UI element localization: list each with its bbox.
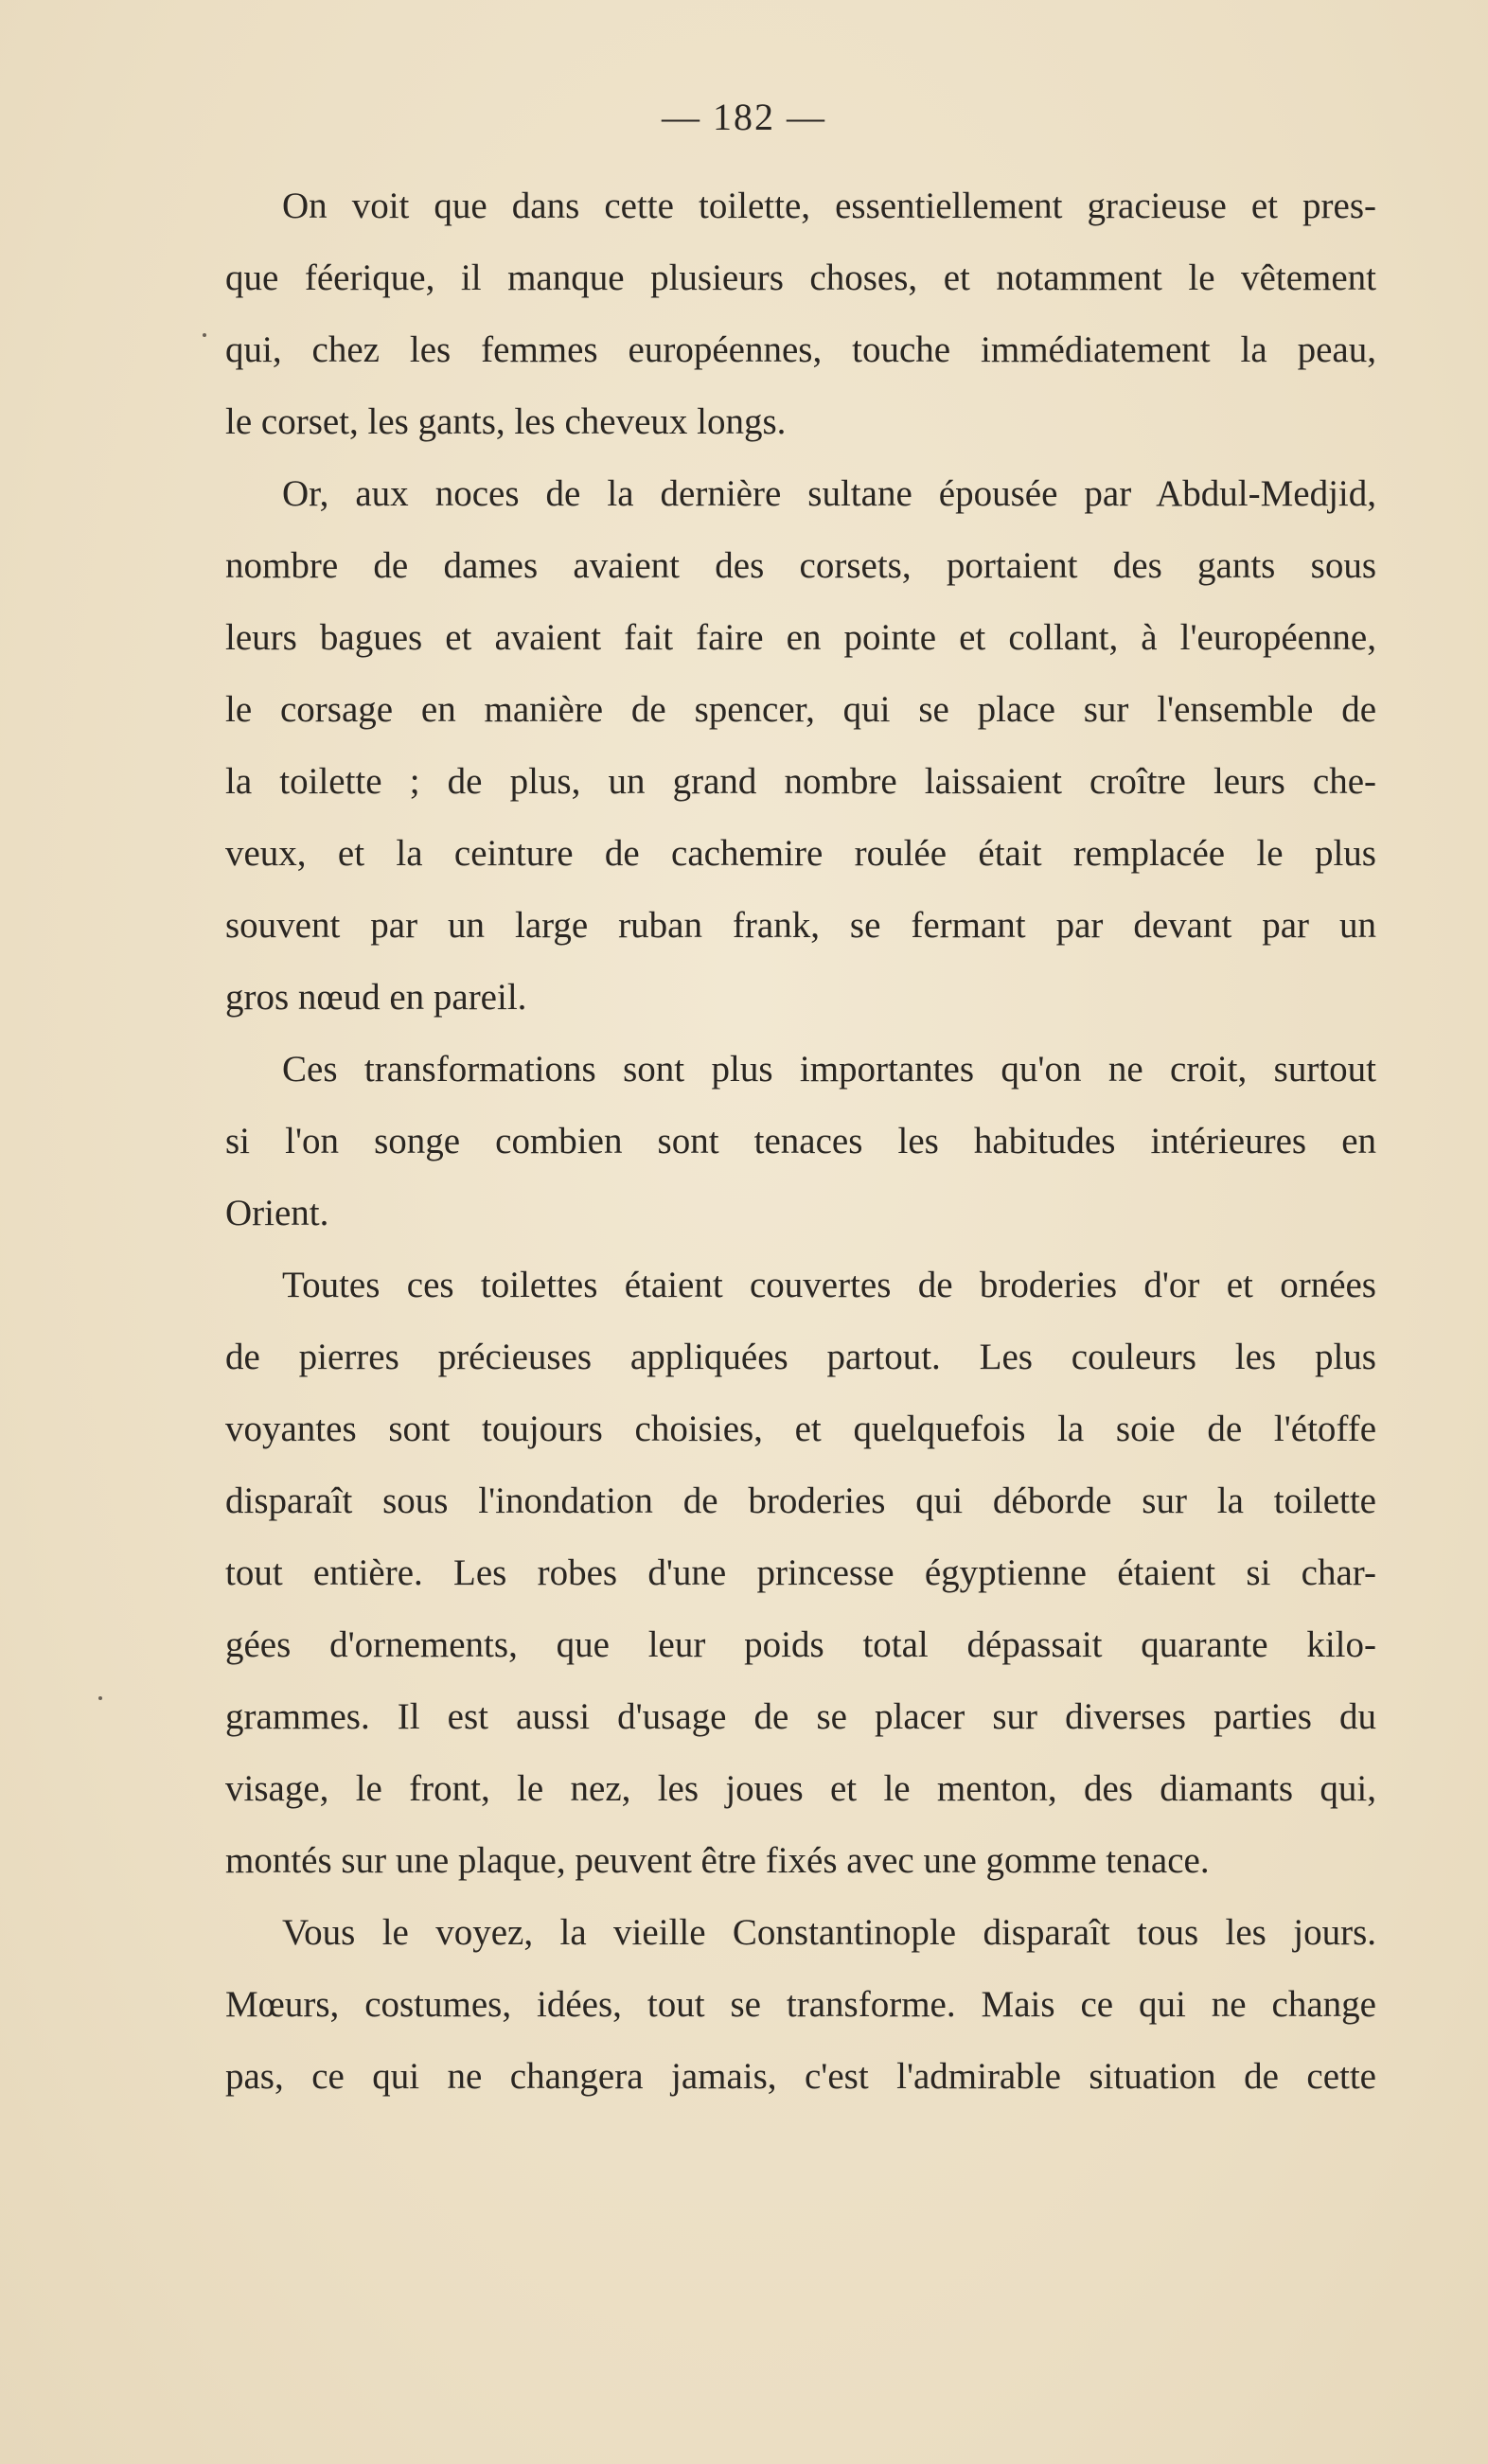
text-line: Vous le voyez, la vieille Constantinople disparaît tous les jours.	[282, 1912, 1376, 1953]
text-line: qui, chez les femmes européennes, touche immédiatement la peau,	[225, 329, 1376, 370]
text-line: souvent par un large ruban frank, se fermant par devant par un	[225, 905, 1376, 946]
text-line: le corsage en manière de spencer, qui se place sur l'ensemble de	[225, 689, 1376, 730]
paragraph-3	[225, 1034, 1376, 1250]
paragraph-2	[225, 458, 1376, 1034]
text-line: Toutes ces toilettes étaient couvertes de broderies d'or et ornées	[282, 1265, 1376, 1305]
text-line: gées d'ornements, que leur poids total dépassait quarante kilo-	[225, 1624, 1376, 1665]
paper-speck	[203, 333, 206, 337]
page-number: — 182 —	[662, 96, 826, 138]
paragraph-1	[225, 170, 1376, 458]
text-line: voyantes sont toujours choisies, et quelquefois la soie de l'étoffe	[225, 1409, 1376, 1449]
text-line: si l'on songe combien sont tenaces les habitudes intérieures en	[225, 1121, 1376, 1161]
text-line: que féerique, il manque plusieurs choses, et notamment le vêtement	[225, 257, 1376, 298]
text-line: pas, ce qui ne changera jamais, c'est l'admirable situation de cette	[225, 2056, 1376, 2097]
paragraph-4	[225, 1250, 1376, 1897]
text-line: Orient.	[225, 1193, 329, 1233]
text-line: visage, le front, le nez, les joues et le menton, des diamants qui,	[225, 1768, 1376, 1809]
text-line: la toilette ; de plus, un grand nombre laissaient croître leurs che-	[225, 761, 1376, 802]
text-line: leurs bagues et avaient fait faire en pointe et collant, à l'européenne,	[225, 617, 1376, 658]
text-line: le corset, les gants, les cheveux longs.	[225, 401, 787, 442]
text-line: gros nœud en pareil.	[225, 977, 527, 1018]
paragraph-5	[225, 1897, 1376, 2113]
text-line: Ces transformations sont plus importantes qu'on ne croit, surtout	[282, 1049, 1376, 1090]
text-line: tout entière. Les robes d'une princesse égyptienne étaient si char-	[225, 1552, 1376, 1593]
text-line: de pierres précieuses appliquées partout. Les couleurs les plus	[225, 1337, 1376, 1377]
text-line: disparaît sous l'inondation de broderies qui déborde sur la toilette	[225, 1480, 1376, 1521]
text-line: veux, et la ceinture de cachemire roulée était remplacée le plus	[225, 833, 1376, 874]
text-line: montés sur une plaque, peuvent être fixés avec une gomme tenace.	[225, 1840, 1210, 1881]
text-line: Mœurs, costumes, idées, tout se transforme. Mais ce qui ne change	[225, 1984, 1376, 2025]
body-text	[225, 170, 1376, 2113]
paper-speck	[98, 1696, 102, 1700]
text-line: nombre de dames avaient des corsets, portaient des gants sous	[225, 545, 1376, 586]
text-line: On voit que dans cette toilette, essentiellement gracieuse et pres-	[282, 186, 1376, 226]
text-line: Or, aux noces de la dernière sultane épousée par Abdul-Medjid,	[282, 473, 1376, 514]
text-line: grammes. Il est aussi d'usage de se placer sur diverses parties du	[225, 1696, 1376, 1737]
